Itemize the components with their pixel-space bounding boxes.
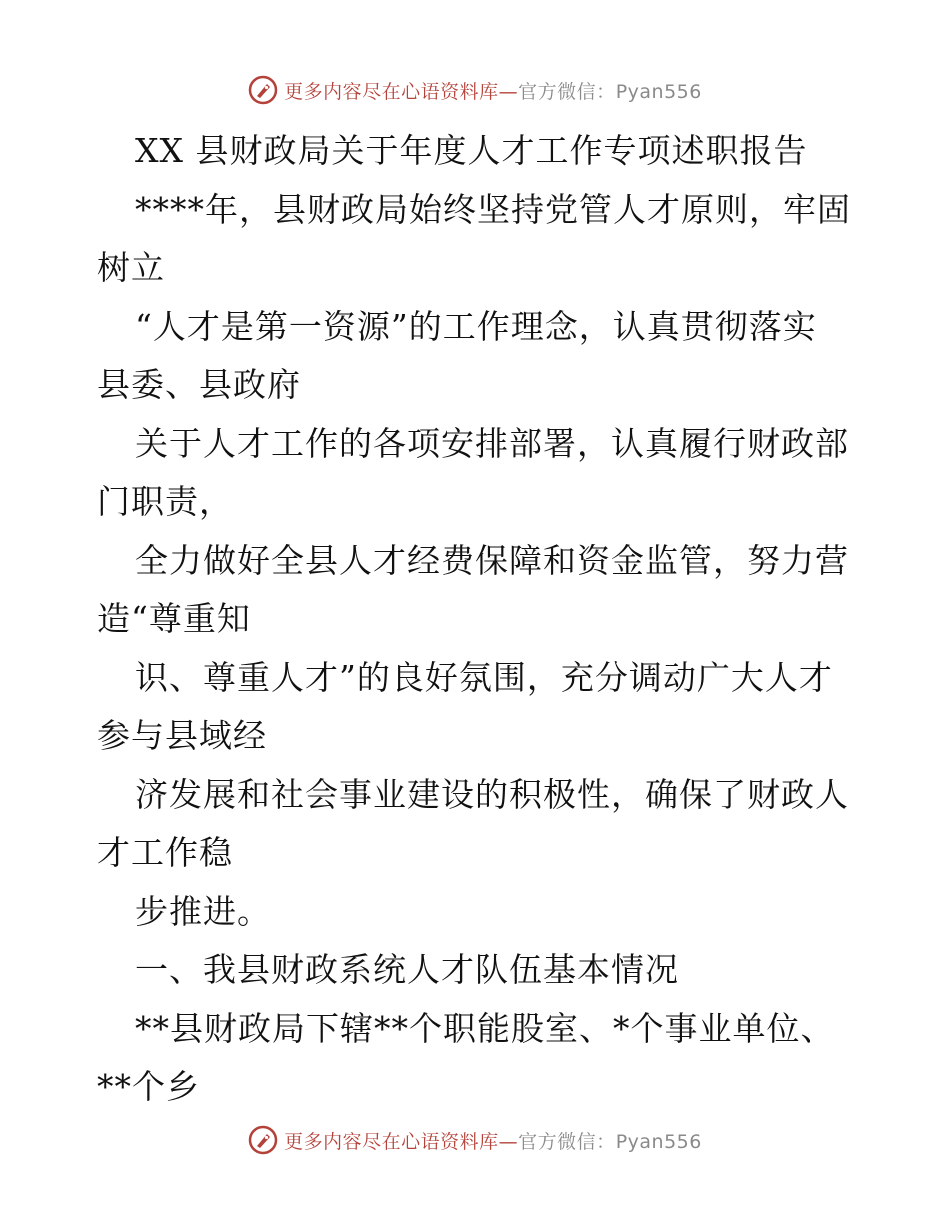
watermark-dash: —	[498, 1130, 519, 1153]
text-line: 树立	[97, 248, 165, 287]
text-line: 关于人才工作的各项安排部署，认真履行财政部	[135, 423, 849, 463]
watermark-wechat-label: 官方微信：	[518, 80, 616, 103]
text-line: 门职责，	[97, 482, 233, 521]
text-line: 参与县域经	[97, 716, 267, 755]
text-line: 全力做好全县人才经费保障和资金监管，努力营	[135, 540, 849, 580]
text-line: 才工作稳	[97, 833, 233, 872]
watermark-wechat-id: Pyan556	[615, 1130, 702, 1153]
pen-nib-logo-icon	[248, 75, 278, 105]
watermark-brand: 更多内容尽在心语资料库	[284, 1130, 499, 1153]
watermark-wechat-label: 官方微信：	[518, 1130, 616, 1153]
text-line: **个乡	[97, 1067, 200, 1106]
pen-nib-logo-icon	[248, 1125, 278, 1155]
text-line: 济发展和社会事业建设的积极性，确保了财政人	[135, 774, 849, 814]
text-line: 识、尊重人才”的良好氛围，充分调动广大人才	[135, 657, 833, 697]
text-line: “人才是第一资源”的工作理念，认真贯彻落实	[135, 306, 817, 346]
text-line: 一、我县财政系统人才队伍基本情况	[135, 950, 679, 989]
text-line: ****年，县财政局始终坚持党管人才原则，牢固	[135, 189, 851, 229]
watermark-dash: —	[498, 80, 519, 103]
footer-watermark	[0, 1120, 950, 1160]
watermark-text	[284, 1127, 702, 1154]
watermark-brand: 更多内容尽在心语资料库	[284, 80, 499, 103]
watermark-text	[284, 77, 702, 104]
document-title: XX 县财政局关于年度人才工作专项述职报告	[135, 131, 808, 170]
text-line: **县财政局下辖**个职能股室、*个事业单位、	[135, 1008, 835, 1048]
text-line: 县委、县政府	[97, 365, 301, 404]
text-line: 步推进。	[135, 891, 271, 931]
text-line: 造“尊重知	[97, 599, 251, 638]
document-body	[97, 122, 857, 1117]
header-watermark	[0, 70, 950, 110]
watermark-wechat-id: Pyan556	[615, 80, 702, 103]
